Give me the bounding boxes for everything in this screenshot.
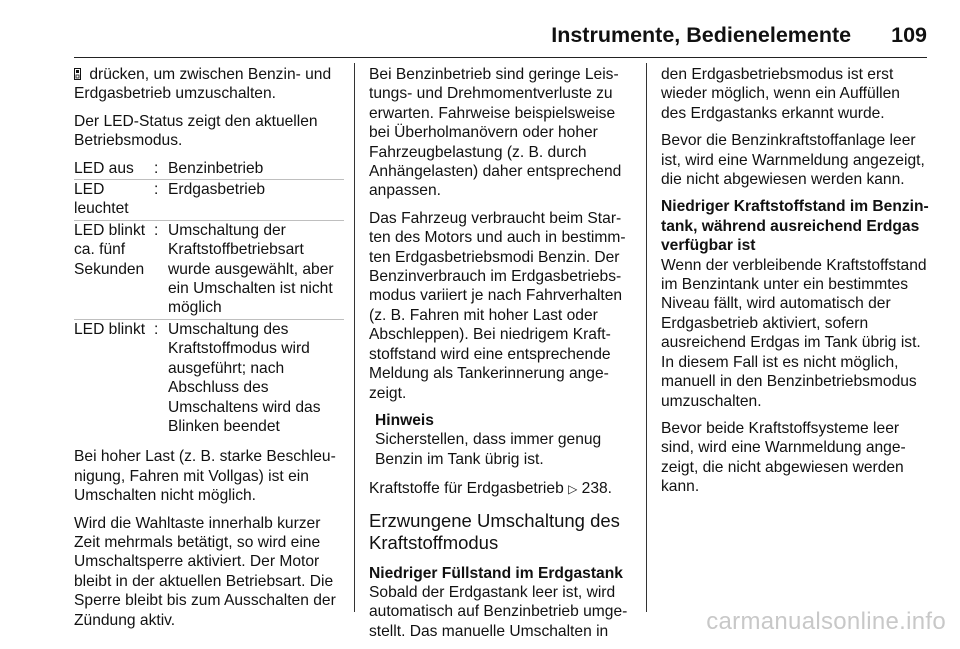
low-gas-paragraph: Sobald der Erdgastank leer ist, wird automatisch auf Benzinbetrieb umgestellt. Das manuelle Umschalten in <box>369 583 628 640</box>
column-3 <box>661 65 929 505</box>
switch-lock-paragraph: Wird die Wahltaste innerhalb kurzer Zeit mehrmals betätigt, so wird eine Umschaltsperre aktiviert. Der Motor bleibt in der aktuellen Betriebsart. Die Sperre bleibt bis zum Ausschalten der Zündung aktiv. <box>74 514 336 629</box>
separator: : <box>154 159 159 177</box>
table-row <box>74 180 344 221</box>
separator: : <box>154 181 159 199</box>
led-state: LED blinkt ca. fünf Sekunden <box>74 221 146 278</box>
page-number: 109 <box>891 23 927 47</box>
watermark: carmanualsonline.info <box>706 608 946 635</box>
subheading-low-petrol: Niedriger Kraftstoffstand im Benzintank, während ausreichend Erdgas verfügbar ist <box>661 198 929 255</box>
note-text: Sicherstellen, dass immer genug Benzin im Tank übrig ist. <box>375 431 602 468</box>
note-box <box>375 411 634 469</box>
petrol-warning-paragraph: Bevor die Benzinkraftstoffanlage leer ist, wird eine Warnmeldung angezeigt, die nicht abgewiesen werden kann. <box>661 132 925 189</box>
table-row <box>74 159 344 180</box>
column-1 <box>74 65 344 638</box>
led-meaning: Umschaltung der Kraftstoffbetriebsart wurde ausgewählt, aber ein Umschalten ist nicht möglich <box>168 221 334 317</box>
table-row <box>74 221 344 320</box>
column-divider-2 <box>646 63 647 612</box>
led-state: LED leuchtet <box>74 181 129 218</box>
table-row <box>74 320 344 437</box>
separator: : <box>154 320 159 338</box>
reference-text: Kraftstoffe für Erdgasbetrieb <box>369 480 569 498</box>
column-divider-1 <box>354 63 355 612</box>
reference-arrow-icon: ▷ <box>568 482 578 497</box>
led-meaning: Umschaltung des Kraftstoffmodus wird ausgeführt; nach Abschluss des Umschaltens wird das Blinken beendet <box>168 320 321 435</box>
header-title: Instrumente, Bedienelemente <box>551 23 852 47</box>
low-petrol-paragraph: Wenn der verbleibende Kraftstoffstand im Benzintank unter ein bestimmtes Niveau fällt, wird automatisch der Erdgasbetrieb aktiviert, sofern ausreichend Erdgas im Tank übrig ist. In diesem Fall ist es nicht möglich, manuell in den Benzinbetriebsmodus umzuschalten. <box>661 256 927 410</box>
led-meaning: Erdgasbetrieb <box>168 181 266 199</box>
column-2 <box>369 65 634 649</box>
led-meaning: Benzinbetrieb <box>168 159 264 177</box>
continued-paragraph: den Erdgasbetriebsmodus ist erst wieder möglich, wenn ein Auffüllen des Erdgastanks erkannt wurde. <box>661 66 900 122</box>
petrol-consumption-paragraph: Das Fahrzeug verbraucht beim Starten des Motors und auch in bestimmten Erdgasbetriebsmodi Benzin. Der Benzinverbrauch im Erdgasbetriebsmodus variiert je nach Fahrverhalten (z. B. Fahren mit hoher Last oder Abschleppen). Bei niedrigem Kraftstoffstand wird eine entsprechende Meldung als Tankerinnerung angezeigt. <box>369 209 626 402</box>
led-state: LED blinkt <box>74 320 146 338</box>
led-status-table <box>74 159 344 438</box>
reference-page: 238. <box>577 480 612 498</box>
led-state: LED aus <box>74 159 134 177</box>
high-load-paragraph: Bei hoher Last (z. B. starke Beschleunigung, Fahren mit Vollgas) ist ein Umschalten nicht möglich. <box>74 448 336 505</box>
petrol-mode-paragraph: Bei Benzinbetrieb sind geringe Leistungs- und Drehmomentverluste zu erwarten. Fahrweise beispielsweise bei Überholmanövern oder hoher Fahrzeugbelastung (z. B. durch Anhängelasten) daher entsprechend anpassen. <box>369 66 622 200</box>
switch-instruction-text: drücken, um zwischen Benzin- und Erdgasbetrieb umzuschalten. <box>74 66 332 103</box>
page-header <box>74 23 927 58</box>
section-heading: Erzwungene Umschaltung des Kraftstoffmodus <box>369 509 620 553</box>
fuel-reference[interactable] <box>369 479 634 499</box>
both-empty-paragraph: Bevor beide Kraftstoffsysteme leer sind, wird eine Warnmeldung angezeigt, die nicht abgewiesen werden kann. <box>661 419 906 496</box>
led-status-intro: Der LED-Status zeigt den aktuellen Betriebsmodus. <box>74 112 318 150</box>
switch-instruction <box>74 65 344 104</box>
separator: : <box>154 221 159 239</box>
note-title: Hinweis <box>375 411 434 429</box>
subheading-low-gas: Niedriger Füllstand im Erdgastank <box>369 564 623 582</box>
fuel-switch-icon <box>74 68 81 80</box>
